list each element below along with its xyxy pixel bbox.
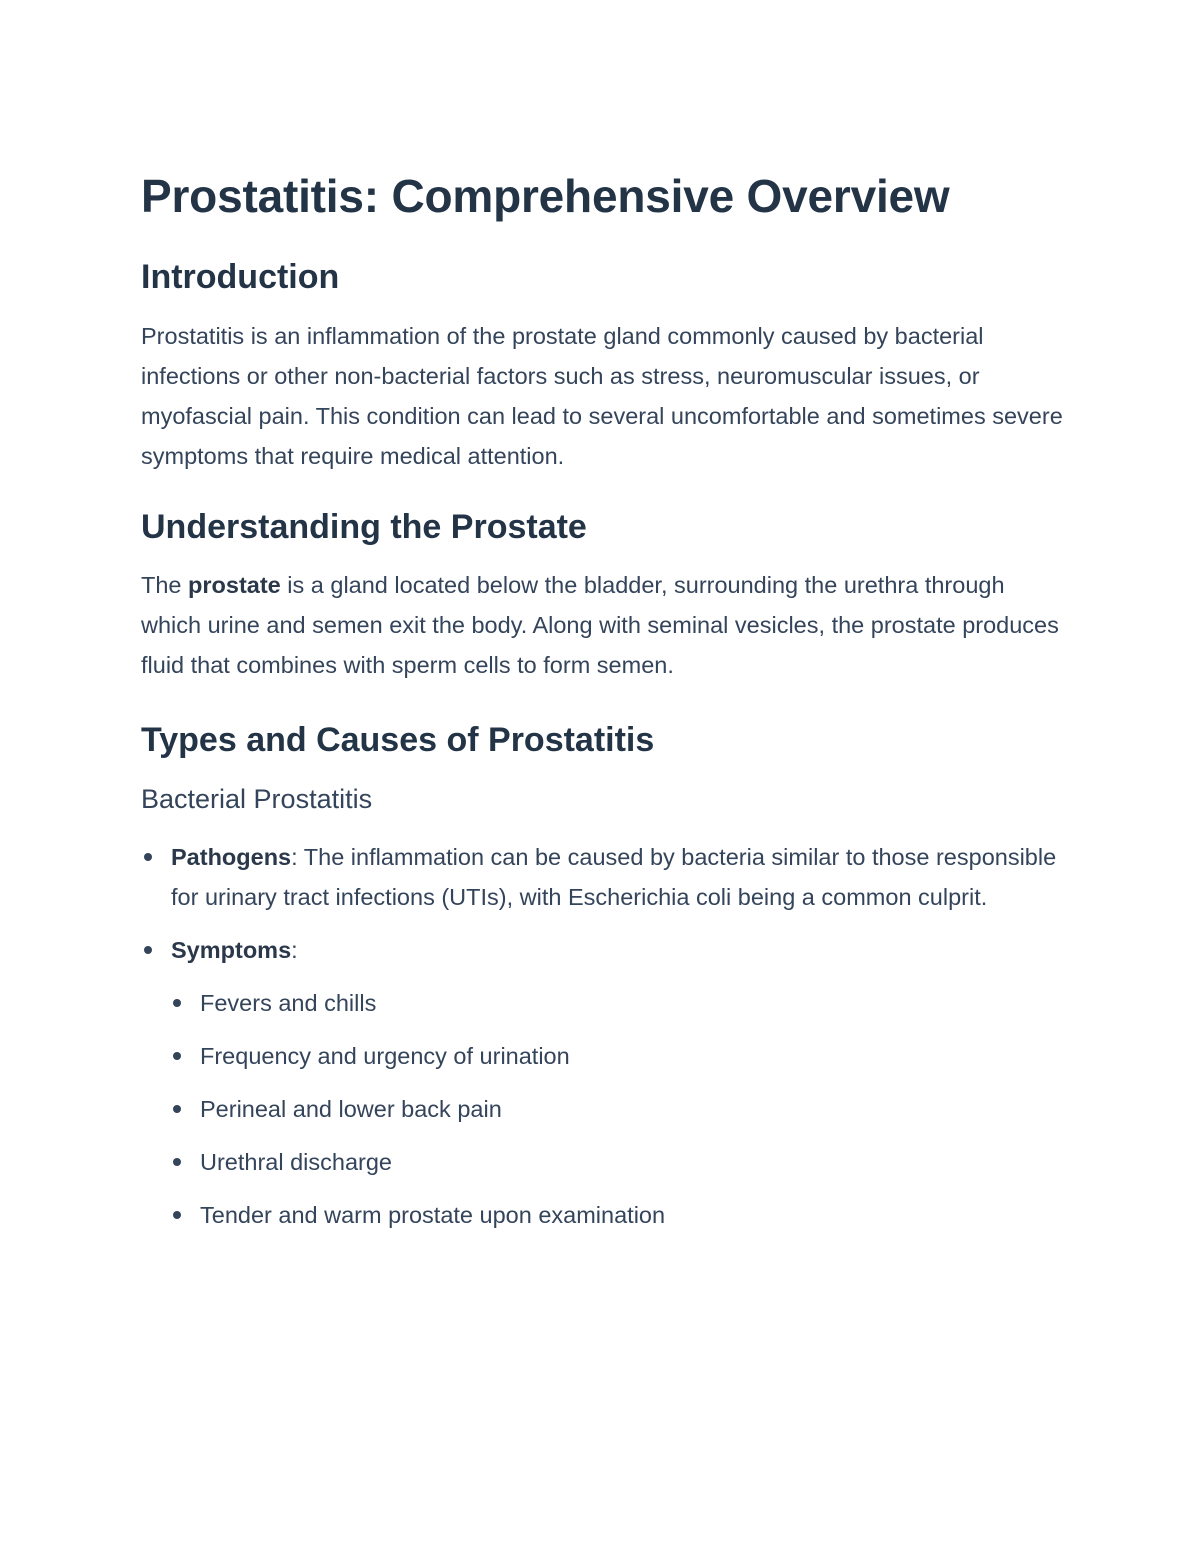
- page-title: Prostatitis: Comprehensive Overview: [141, 170, 950, 222]
- label-symptoms: Symptoms: [171, 937, 292, 963]
- symptom-text: Fevers and chills: [200, 990, 377, 1016]
- heading-types-causes: Types and Causes of Prostatitis: [141, 721, 655, 759]
- bullet-icon: [173, 1105, 181, 1113]
- list-item-symptom: [171, 983, 1071, 1023]
- bacterial-details-list: [141, 837, 1071, 1235]
- heading-introduction: Introduction: [141, 258, 340, 296]
- bullet-icon: [173, 1211, 181, 1219]
- label-symptoms-colon: :: [291, 937, 298, 963]
- bullet-icon: [173, 1158, 181, 1166]
- symptom-text: Frequency and urgency of urination: [200, 1043, 570, 1069]
- label-pathogens: Pathogens: [171, 844, 292, 870]
- list-item-symptom: [171, 1036, 1071, 1076]
- symptom-text: Perineal and lower back pain: [200, 1096, 502, 1122]
- document-page: [141, 168, 1071, 1248]
- list-item-symptom: [171, 1089, 1071, 1129]
- list-item-symptoms: [141, 930, 1071, 1235]
- list-item-pathogens: [141, 837, 1071, 917]
- list-item-symptom: [171, 1142, 1071, 1182]
- symptom-text: Tender and warm prostate upon examination: [200, 1202, 666, 1228]
- heading-understanding-prostate: Understanding the Prostate: [141, 508, 587, 546]
- bullet-icon: [144, 853, 152, 861]
- paragraph-text-end: is a gland located below the bladder, surrounding the urethra through which urine and semen exit the body. Along with seminal vesicles, the prostate produces fluid that combines with sperm cells to form semen.: [141, 572, 1059, 678]
- subheading-bacterial-prostatitis: Bacterial Prostatitis: [141, 784, 373, 814]
- bullet-icon: [173, 1052, 181, 1060]
- paragraph-text-start: The: [141, 572, 189, 598]
- text-pathogens: : The inflammation can be caused by bacteria similar to those responsible for urinary tract infections (UTIs), with Escherichia coli being a common culprit.: [171, 844, 1057, 910]
- bullet-icon: [144, 946, 152, 954]
- list-item-symptom: [171, 1195, 1071, 1235]
- symptoms-list: [171, 983, 1071, 1235]
- symptom-text: Urethral discharge: [200, 1149, 393, 1175]
- paragraph-understanding-prostate: [141, 565, 1071, 685]
- bold-term-prostate: prostate: [188, 572, 281, 598]
- bullet-icon: [173, 999, 181, 1007]
- paragraph-introduction: Prostatitis is an inflammation of the prostate gland commonly caused by bacterial infections or other non-bacterial factors such as stress, neuromuscular issues, or myofascial pain. This condition can lead to several uncomfortable and sometimes severe symptoms that require medical attention.: [141, 323, 1063, 469]
